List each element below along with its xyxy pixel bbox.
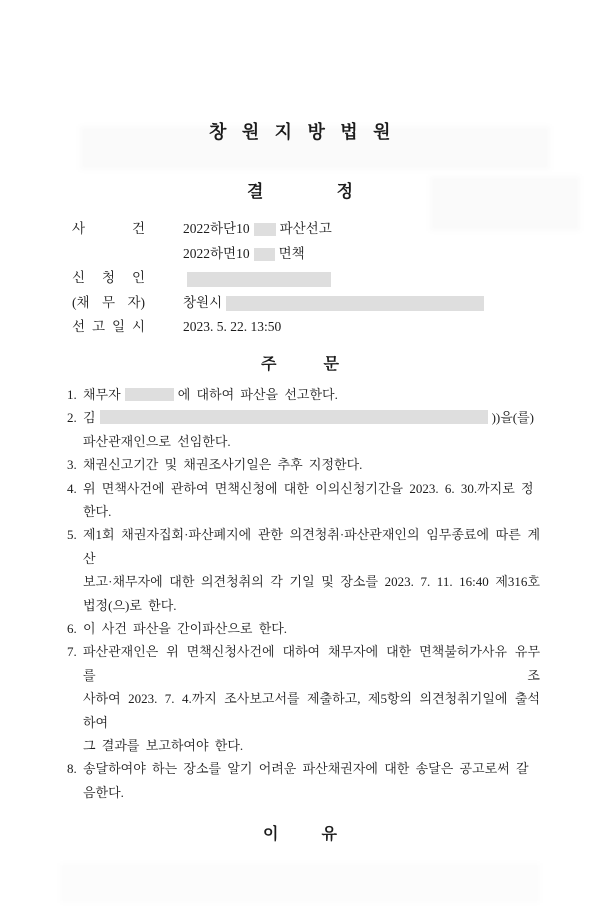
item-line: [83, 640, 540, 687]
case-info-row: [72, 315, 540, 340]
order-heading: 주 문: [261, 355, 339, 373]
item-line: [83, 383, 540, 406]
text-segment: 사하여 2023. 7. 4.까지 조사보고서를 제출하고, 제5항의 의견청취기일에 출석하여: [83, 691, 540, 730]
case-info-value: [183, 291, 488, 316]
text-segment: 송달하여야 하는 장소를 알기 어려운 파산채권자에 대한 송달은 공고로써 갈음한다.: [83, 761, 529, 800]
order-item: [67, 383, 540, 406]
reason-heading-wrap: [0, 821, 600, 844]
item-line: [83, 453, 540, 476]
order-item: [67, 523, 540, 617]
item-number: 3.: [67, 457, 77, 473]
scan-artifact: [60, 863, 540, 903]
redaction-box: [254, 223, 276, 236]
text-segment: 2022하면10: [183, 245, 250, 261]
redaction-box: [226, 296, 484, 311]
item-line: [83, 570, 540, 593]
case-info-label: [72, 242, 145, 267]
text-segment: 위 면책사건에 관하여 면책신청에 대한 이의신청기간을 2023. 6. 30.까지로 정한다.: [83, 480, 534, 519]
case-info-value: [183, 266, 335, 291]
order-item: [67, 453, 540, 476]
redaction-box: [254, 248, 275, 261]
case-info-row: [72, 266, 540, 291]
item-line: [83, 594, 540, 617]
order-item: [67, 406, 540, 453]
item-line: [83, 687, 540, 734]
decision-title-heading: [0, 177, 600, 202]
case-info: [72, 217, 540, 340]
redaction-box: [125, 388, 174, 401]
text-segment: 면책: [278, 245, 305, 261]
item-number: 7.: [67, 644, 77, 660]
case-info-value: [183, 242, 305, 267]
case-info-row: [72, 217, 540, 242]
text-segment: 그 결과를 보고하여야 한다.: [83, 738, 244, 754]
case-info-row: [72, 291, 540, 316]
item-number: 4.: [67, 480, 77, 496]
item-line: [83, 617, 540, 640]
item-line: [83, 430, 540, 453]
text-segment: ))을(를): [491, 410, 534, 426]
text-segment: 채권신고기간 및 채권조사기일은 추후 지정한다.: [83, 457, 363, 473]
redaction-box: [100, 410, 488, 424]
court-name-heading: [0, 118, 600, 144]
order-items: [67, 383, 540, 804]
item-line: [83, 406, 540, 429]
item-line: [83, 523, 540, 570]
item-number: 8.: [67, 761, 77, 777]
text-segment: 제1회 채권자집회·파산폐지에 관한 의견청취·파산관재인의 임무종료에 따른 계산: [83, 527, 540, 566]
text-segment: 파산선고: [279, 221, 332, 236]
text-segment: 2023. 5. 22. 13:50: [183, 319, 282, 335]
order-item: [67, 477, 540, 524]
case-info-row: [72, 242, 540, 267]
case-info-label: (채 무 자): [72, 294, 145, 310]
case-info-label: 신 청 인: [72, 270, 145, 286]
text-segment: 창원시: [183, 294, 223, 310]
item-number: 2.: [67, 410, 77, 426]
item-line: [83, 734, 540, 757]
case-info-label: 사 건: [72, 221, 145, 236]
item-line: [83, 757, 540, 804]
item-line: [83, 477, 540, 524]
text-segment: 파산관재인은 위 면책신청사건에 대하여 채무자에 대한 면책불허가사유 유무를 조: [83, 644, 540, 683]
order-heading-wrap: [0, 351, 600, 374]
text-segment: 법정(으)로 한다.: [83, 597, 177, 613]
redaction-box: [187, 272, 331, 287]
document-page: [0, 118, 600, 918]
case-info-value: [183, 315, 281, 340]
order-item: [67, 757, 540, 804]
order-item: [67, 617, 540, 640]
reason-heading: 이 유: [263, 826, 337, 844]
text-segment: 2022하단10: [183, 221, 250, 236]
text-segment: 김: [83, 410, 96, 426]
text-segment: 에 대하여 파산을 선고한다.: [177, 386, 338, 402]
case-info-value: [183, 217, 332, 242]
text-segment: 이 사건 파산을 간이파산으로 한다.: [83, 621, 288, 637]
text-segment: 보고·채무자에 대한 의견청취의 각 기일 및 장소를 2023. 7. 11. 16:40 제316호: [83, 574, 540, 590]
decision-title: 결 정: [247, 182, 353, 201]
court-name: 창 원 지 방 법 원: [209, 122, 391, 142]
text-segment: 채무자: [83, 386, 121, 402]
case-info-label: 선 고 일 시: [72, 319, 145, 335]
order-item: [67, 640, 540, 757]
item-number: 6.: [67, 621, 77, 637]
text-segment: 파산관재인으로 선임한다.: [83, 433, 231, 449]
item-number: 5.: [67, 527, 77, 543]
item-number: 1.: [67, 386, 77, 402]
